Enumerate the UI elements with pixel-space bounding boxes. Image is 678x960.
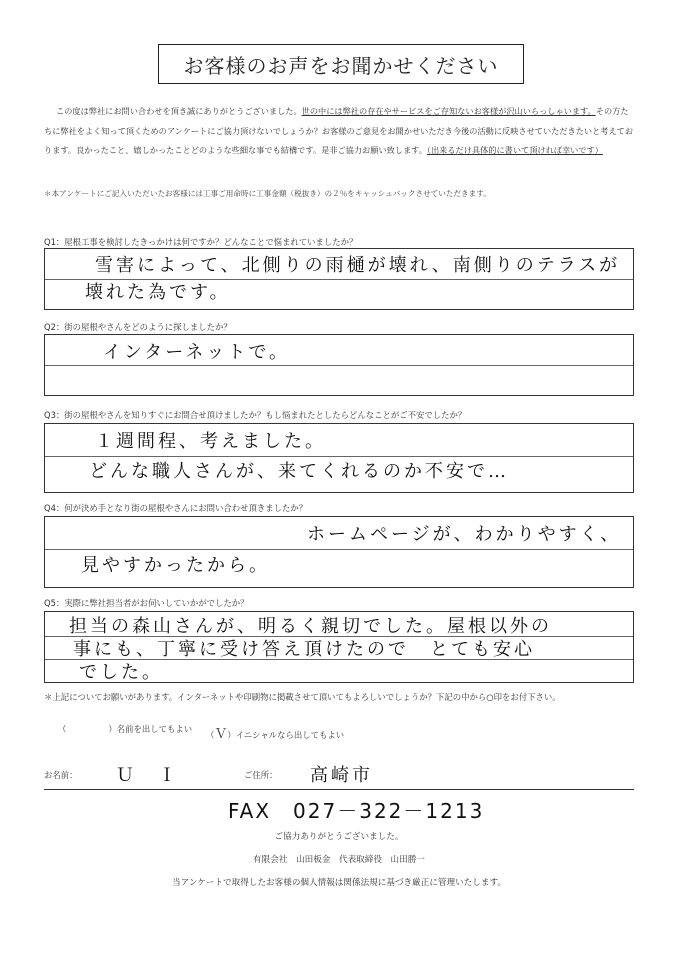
name-value: Ｕ Ｉ (116, 765, 179, 786)
answer-box-5 (44, 611, 634, 683)
consent-option-initial: （Ｖ）イニシャルなら出してもよい (206, 727, 345, 742)
consent-option-2-label: イニシャルなら出してもよい (235, 730, 345, 740)
question-4-label: Q4：何が決め手となり街の屋根やさんにお問い合わせ頂きましたか？ (44, 503, 308, 513)
footer-thanks: ご協力ありがとうございました。 (274, 832, 404, 842)
question-2-label: Q2：街の屋根やさんをどのように探しましたか？ (44, 322, 232, 332)
answer-3-line-1: １週間程、考えました。 (95, 431, 326, 452)
answer-5-line-2: 事にも、丁寧に受け答え頂けたので とても安心 (73, 639, 535, 660)
intro-p1: この度は弊社にお問い合わせを頂き誠にありがとうございました。 (56, 106, 302, 116)
name-label: お名前： (44, 770, 78, 780)
footer-privacy: 当アンケートで取得したお客様の個人情報は関係法規に基づき厳正に管理いたします。 (172, 878, 506, 888)
answer-box-2 (44, 334, 634, 396)
answer-box-3 (44, 423, 634, 493)
intro-p4: （出来るだけ具体的に書いて頂ければ幸いです） (426, 145, 603, 155)
question-5-label: Q5：実際に弊社担当者がお伺いしていかがでしたか？ (44, 598, 249, 608)
question-3-label: Q3：街の屋根やさんを知りすぐにお問合せ頂けましたか？もし悩まれたとしたらどんなことがご不安でしたか？ (44, 410, 467, 420)
intro-p2: 世の中には弊社の存在やサービスをご存知ないお客様が沢山いらっしゃいます。 (301, 106, 596, 116)
consent-option-name: （ ）名前を出してもよい (58, 724, 193, 734)
answer-1-line-2: 壊れた為です。 (85, 282, 231, 303)
fax-number: FAX 027－322－1213 (228, 799, 485, 823)
intro-text (44, 102, 634, 161)
page-title: お客様のお声をお聞かせください (158, 44, 524, 84)
consent-request: ＊上記についてお願いがあります。インターネットや印刷物に掲載させて頂いてもよろしいでしょうか？下記の中から○印をお付下さい。 (44, 692, 561, 702)
answer-rule (45, 549, 633, 550)
answer-5-line-1: 担当の森山さんが、明るく親切でした。屋根以外の (69, 616, 552, 637)
cashback-note: ＊本アンケートにご記入いただいたお客様には工事ご用命時に工事金額（税抜き）の２％をキャッシュバックさせていただきます。 (44, 189, 491, 198)
answer-3-line-2: どんな職人さんが、来てくれるのか不安で… (89, 461, 509, 482)
name-underline (44, 789, 634, 790)
answer-rule (45, 365, 633, 366)
question-1-label: Q1：屋根工事を検討したきっかけは何ですか？どんなことで悩まれていましたか？ (44, 237, 358, 247)
answer-2-line-1: インターネットで。 (103, 342, 291, 363)
consent-option-1-label: 名前を出してもよい (116, 724, 193, 734)
address-value: 高崎市 (310, 765, 373, 786)
name-address-row (44, 760, 634, 790)
answer-4-line-1: ホームページが、わかりやすく、 (307, 524, 622, 545)
consent-mark-2: Ｖ (214, 727, 228, 742)
answer-4-line-2: 見やすかったから。 (81, 555, 270, 576)
address-label: ご住所： (244, 770, 278, 780)
footer-company: 有限会社 山田板金 代表取締役 山田勝一 (253, 855, 425, 865)
answer-1-line-1: 雪害によって、北側りの雨樋が壊れ、南側りのテラスが (95, 255, 621, 276)
answer-box-1 (44, 248, 634, 310)
intro-p3: その方たちに弊社をよく知って頂くためのアンケートにご協力頂けないでしょうか？お客様のご意見をお聞かせいただき今後の活動に反映させていただきたいと考えております。良かったこと、嬉しかったことどのような些細な事でも結構です。是非ご協力お願い致します。 (44, 106, 634, 155)
answer-box-4 (44, 516, 634, 588)
answer-5-line-3: でした。 (79, 662, 163, 683)
